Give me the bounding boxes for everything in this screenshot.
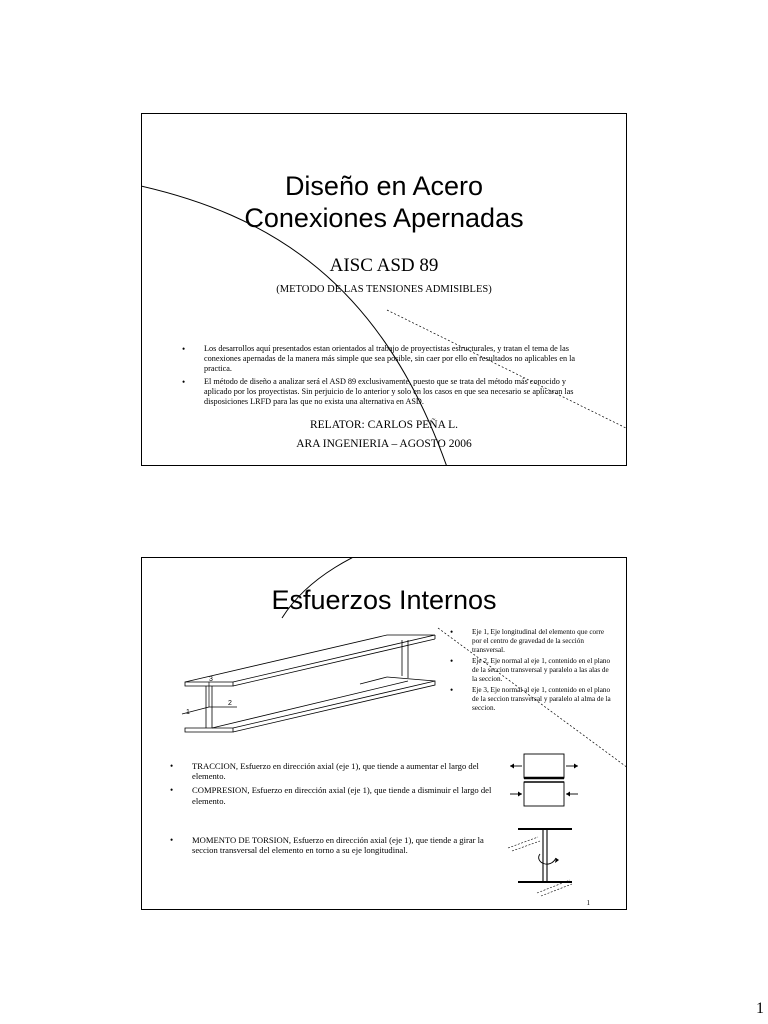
slide-number: 1 [586,899,590,907]
relator-line: RELATOR: CARLOS PEÑA L. [309,419,459,431]
bullet-icon: • [170,785,174,796]
list-item: • TRACCION, Esfuerzo en dirección axial (eje 1), que tiende a aumentar el largo del elemento. [170,761,479,782]
slide-1 [141,113,627,466]
list-item: • El método de diseño a analizar será el ASD 89 exclusivamente, puesto que se trata del método más conocido y aplicado por los proyectistas. Sin perjuicio de lo anterior y solo en los casos en que sea necesario se aplicaran las disposiciones LRFD para las que no exista una alternativa en ASD. [182,376,574,407]
slide-title: Esfuerzos Internos [271,585,497,615]
decorative-curves [142,114,627,466]
list-item: • COMPRESION, Esfuerzo en dirección axial (eje 1), que tiende a disminuir el largo del elemento. [170,785,492,806]
slide-title-line-1: Diseño en Acero [284,171,484,201]
bullet-icon: • [182,376,186,387]
slide-subtitle: AISC ASD 89 [329,255,439,276]
slide-title-line-2: Conexiones Apernadas [244,203,524,233]
list-item: • Los desarrollos aquí presentados estan orientados al trabajo de proyectistas estructurales, y tratan el tema de las conexiones apernadas de la manera más simple que sea posible, sin caer por ello en resultados no aplicables en la practica. [182,344,576,374]
axis-label-3: 3 [209,676,213,683]
bullet-icon: • [450,627,454,637]
slide-2 [141,557,627,910]
bullet-icon: • [170,761,174,771]
slide-subtitle-note: (METODO DE LAS TENSIONES ADMISIBLES) [276,284,492,295]
bullet-icon: • [170,835,174,845]
bullet-icon: • [450,656,454,666]
bullet-icon: • [450,685,454,695]
axis-label-1: 1 [186,709,190,716]
list-item: • MOMENTO DE TORSION, Esfuerzo en dirección axial (eje 1), que tiende a girar la seccion transversal del elemento en torno a su eje longitudinal. [170,835,484,856]
decorative-curves [142,558,627,910]
list-item: • Eje 2, Eje normal al eje 1, contenido en el plano de la seccion transversal y paralelo a las alas de la seccion. [450,656,611,683]
list-item: • Eje 1, Eje longitudinal del elemento que corre por el centro de gravedad de la sección transversal. [450,627,605,654]
page-number: 1 [756,1000,764,1017]
organization-line: ARA INGENIERIA – AGOSTO 2006 [296,438,472,450]
bullet-icon: • [182,344,186,354]
list-item: • Eje 3, Eje normal al eje 1, contenido en el plano de la seccion transversal y paralelo al alma de la seccion. [450,685,611,712]
axis-label-2: 2 [228,700,232,707]
